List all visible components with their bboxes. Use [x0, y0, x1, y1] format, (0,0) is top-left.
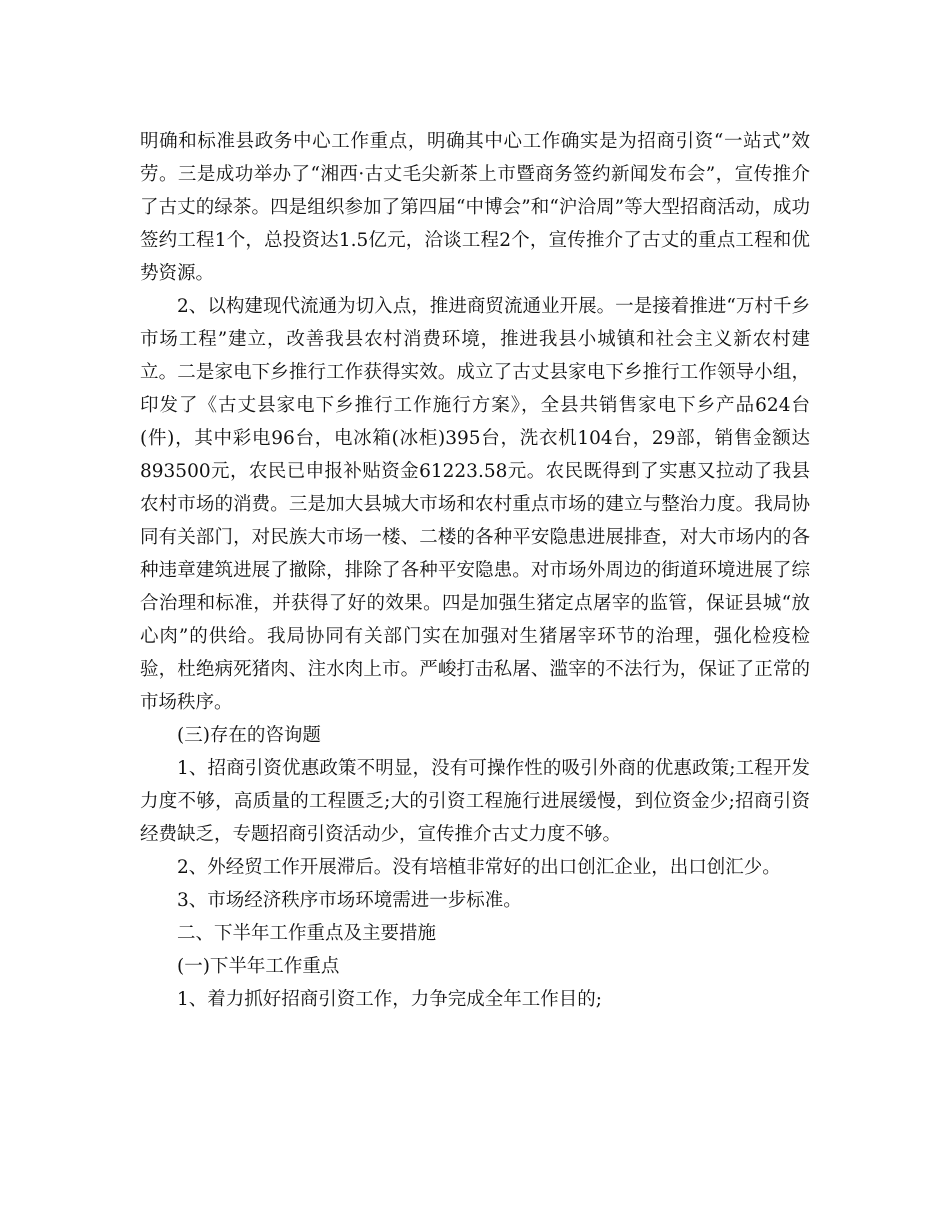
- subsection-heading-work-focus: (一)下半年工作重点: [177, 956, 340, 977]
- paragraph-problem-2: 2、外经贸工作开展滞后。没有培植非常好的出口创汇企业，出口创汇少。: [177, 857, 781, 878]
- section-heading-second-half-plan: 二、下半年工作重点及主要措施: [177, 923, 437, 944]
- paragraph-continuation: 明确和标准县政务中心工作重点，明确其中心工作确实是为招商引资“一站式”效劳。三是成功举办了“湘西·古丈毛尖新茶上市暨商务签约新闻发布会”，宣传推介了古丈的绿茶。四是组织参加了第四届“中博会”和“沪洽周”等大型招商活动，成功签约工程1个，总投资达1.5亿元，洽谈工程2个，宣传推介了古丈的重点工程和优势资源。: [140, 131, 810, 284]
- paragraph-problem-1: 1、招商引资优惠政策不明显，没有可操作性的吸引外商的优惠政策;工程开发力度不够，高质量的工程匮乏;大的引资工程施行进展缓慢，到位资金少;招商引资经费缺乏，专题招商引资活动少，宣传推介古丈力度不够。: [140, 758, 810, 845]
- paragraph-focus-1: 1、着力抓好招商引资工作，力争完成全年工作目的;: [177, 989, 603, 1010]
- paragraph-problem-3: 3、市场经济秩序市场环境需进一步标准。: [177, 890, 522, 911]
- section-heading-existing-problems: (三)存在的咨询题: [177, 725, 321, 746]
- paragraph-commerce-circulation: 2、以构建现代流通为切入点，推进商贸流通业开展。一是接着推进“万村千乡市场工程”建立，改善我县农村消费环境，推进我县小城镇和社会主义新农村建立。二是家电下乡推行工作获得实效。成立了古丈县家电下乡推行工作领导小组，印发了《古丈县家电下乡推行工作施行方案》，全县共销售家电下乡产品624台(件)，其中彩电96台，电冰箱(冰柜)395台，洗衣机104台，29部，销售金额达893500元，农民已申报补贴资金61223.58元。农民既得到了实惠又拉动了我县农村市场的消费。三是加大县城大市场和农村重点市场的建立与整治力度。我局协同有关部门，对民族大市场一楼、二楼的各种平安隐患进展排查，对大市场内的各种违章建筑进展了撤除，排除了各种平安隐患。对市场外周边的街道环境进展了综合治理和标准，并获得了好的效果。四是加强生猪定点屠宰的监管，保证县城“放心肉”的供给。我局协同有关部门实在加强对生猪屠宰环节的治理，强化检疫检验，杜绝病死猪肉、注水肉上市。严峻打击私屠、滥宰的不法行为，保证了正常的市场秩序。: [140, 296, 810, 713]
- document-body: [140, 125, 810, 1016]
